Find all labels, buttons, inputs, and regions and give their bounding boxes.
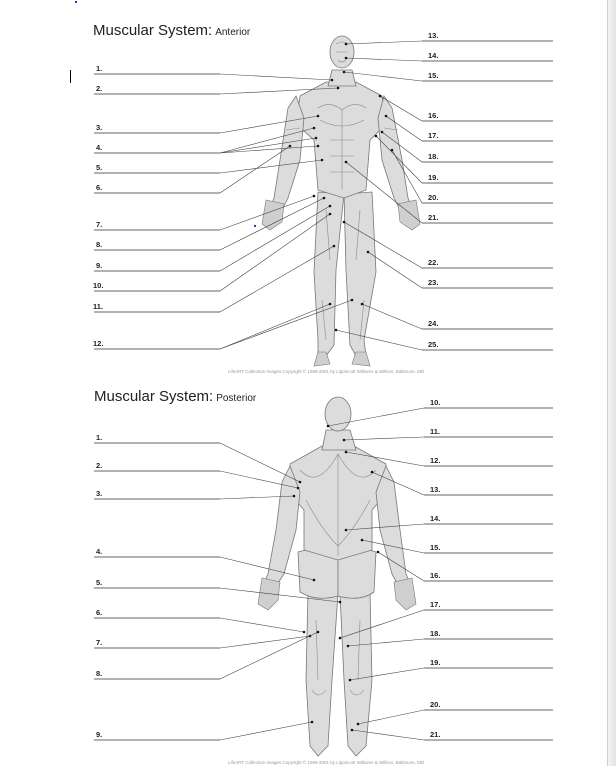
anterior-label: 5. — [96, 163, 103, 172]
anterior-credit: LifeART Collection Images Copyright © 1989-2001 by Lippincott Williams & Wilkins, Baltimore, MD — [228, 369, 425, 374]
posterior-label: 21. — [430, 730, 441, 739]
posterior-label: 5. — [96, 578, 103, 587]
posterior-label: 1. — [96, 433, 103, 442]
anterior-label: 25. — [428, 340, 439, 349]
anterior-label: 23. — [428, 278, 439, 287]
posterior-label: 9. — [96, 730, 103, 739]
posterior-label: 10. — [430, 398, 441, 407]
anterior-label: 10. — [93, 281, 104, 290]
anterior-title: Muscular System: Anterior — [93, 22, 251, 39]
anterior-label: 2. — [96, 84, 103, 93]
anterior-label: 3. — [96, 123, 103, 132]
posterior-label: 16. — [430, 571, 441, 580]
anterior-label: 17. — [428, 131, 439, 140]
anterior-label: 15. — [428, 71, 439, 80]
posterior-credit: LifeART Collection Images Copyright © 1989-2001 by Lippincott Williams & Wilkins, Baltimore, MD — [228, 760, 425, 765]
anterior-label: 7. — [96, 220, 103, 229]
posterior-label: 18. — [430, 629, 441, 638]
posterior-label: 11. — [430, 427, 441, 436]
anterior-label: 6. — [96, 183, 103, 192]
anterior-label: 11. — [93, 302, 104, 311]
posterior-label: 2. — [96, 461, 103, 470]
anterior-label: 12. — [93, 339, 104, 348]
anterior-subtitle: Anterior — [215, 27, 251, 38]
posterior-label: 6. — [96, 608, 103, 617]
anterior-label: 19. — [428, 173, 439, 182]
posterior-label: 20. — [430, 700, 441, 709]
anterior-label: 20. — [428, 193, 439, 202]
anterior-figure — [262, 36, 420, 366]
anterior-label: 24. — [428, 319, 439, 328]
posterior-subtitle: Posterior — [216, 393, 257, 404]
anterior-label: 8. — [96, 240, 103, 249]
posterior-label: 17. — [430, 600, 441, 609]
posterior-label: 12. — [430, 456, 441, 465]
anterior-label: 22. — [428, 258, 439, 267]
page-edge-shadow — [608, 0, 616, 766]
anterior-label: 9. — [96, 261, 103, 270]
posterior-figure — [258, 397, 416, 756]
posterior-label: 19. — [430, 658, 441, 667]
posterior-label: 4. — [96, 547, 103, 556]
anterior-label: 16. — [428, 111, 439, 120]
posterior-label: 13. — [430, 485, 441, 494]
posterior-label: 15. — [430, 543, 441, 552]
posterior-title: Muscular System: Posterior — [94, 388, 257, 405]
anterior-label: 14. — [428, 51, 439, 60]
posterior-label: 8. — [96, 669, 103, 678]
anterior-label: 13. — [428, 31, 439, 40]
posterior-label: 14. — [430, 514, 441, 523]
anterior-label: 4. — [96, 143, 103, 152]
posterior-label: 7. — [96, 638, 103, 647]
posterior-label: 3. — [96, 489, 103, 498]
anterior-label: 21. — [428, 213, 439, 222]
anterior-label: 1. — [96, 64, 103, 73]
anterior-label: 18. — [428, 152, 439, 161]
